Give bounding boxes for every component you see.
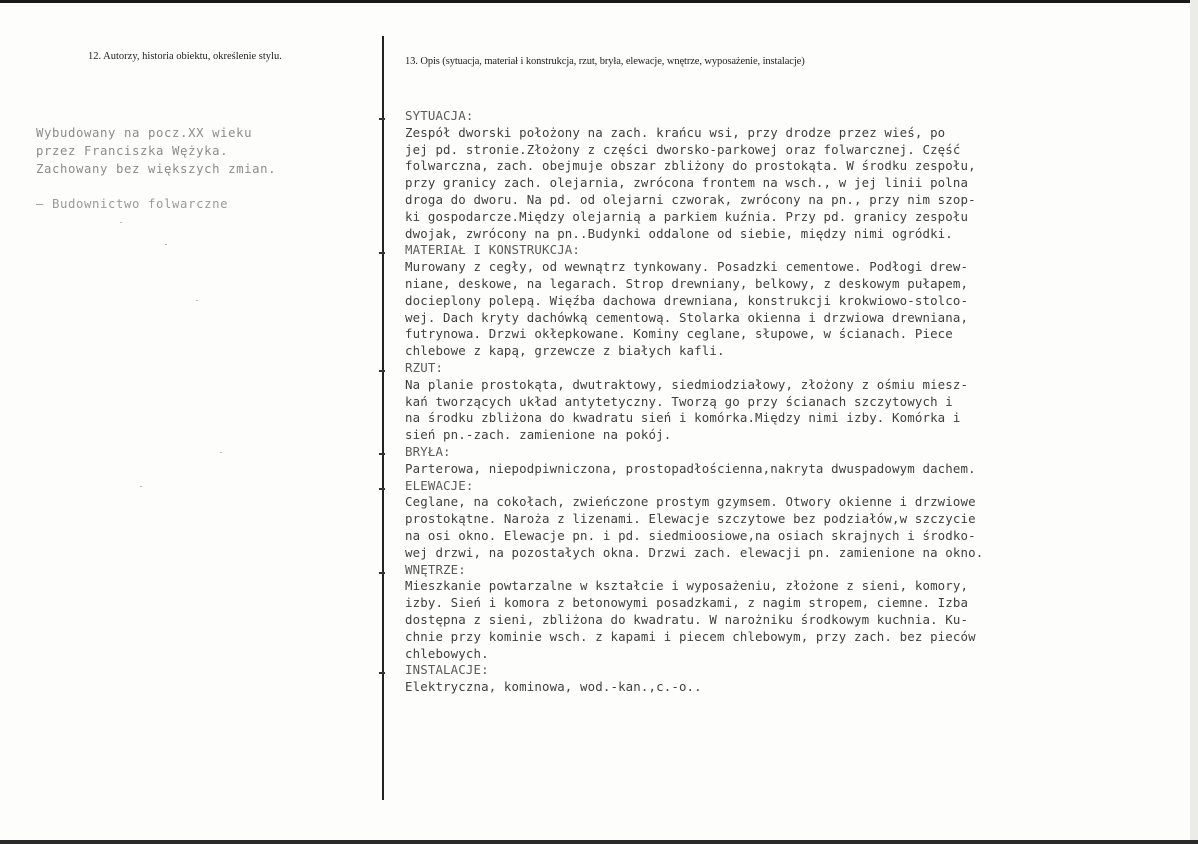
- text-line: Wybudowany na pocz.XX wieku: [36, 126, 253, 140]
- section-material: [405, 242, 983, 360]
- text-line: ki gospodarcze.Między olejarnią a parkiem kuźnia. Przy pd. granicy zespołu: [405, 208, 969, 224]
- text-line: sień pn.-zach. zamienione na pokój.: [405, 427, 672, 443]
- style-note: – Budownictwo folwarczne: [36, 197, 229, 211]
- divider-tick: [379, 118, 385, 120]
- column-divider: [382, 36, 384, 800]
- divider-tick: [379, 488, 385, 490]
- scan-speck: [220, 452, 222, 453]
- author-history-text: [36, 124, 276, 178]
- scan-speck: [120, 222, 122, 223]
- divider-tick: [379, 453, 385, 455]
- section-title: SYTUACJA:: [405, 108, 474, 123]
- text-line: wej drzwi, na pozostałych okna. Drzwi zach. elewacji pn. zamienione na okno.: [405, 544, 984, 560]
- text-line: wej. Dach kryty dachówką cementową. Stolarka okienna i drzwiowa drewniana,: [405, 309, 969, 325]
- left-column-heading: 12. Autorzy, historia obiektu, określenie stylu.: [88, 51, 282, 62]
- text-line: przy granicy zach. olejarnia, zwrócona frontem na wsch., w jej linii polna: [405, 175, 969, 191]
- section-rzut: [405, 360, 983, 444]
- text-line: niane, deskowe, na legarach. Strop drewniany, belkowy, z deskowym pułapem,: [405, 275, 969, 291]
- text-line: kań tworzących układ antytetyczny. Tworzą go przy ścianach szczytowych i: [405, 393, 953, 409]
- text-line: Zespół dworski położony na zach. krańcu wsi, przy drodze przez wieś, po: [405, 124, 946, 140]
- right-column-heading: 13. Opis (sytuacja, materiał i konstrukcja, rzut, bryła, elewacje, wnętrze, wyposażenie, instalacje): [405, 56, 805, 67]
- text-line: Zachowany bez większych zmian.: [36, 162, 277, 176]
- section-sytuacja: [405, 108, 983, 242]
- text-line: dostępna z sieni, zbliżona do kwadratu. W narożniku środkowym kuchnia. Ku-: [405, 611, 969, 627]
- text-line: na środku zbliżona do kwadratu sień i komórka.Między nimi izby. Komórka i: [405, 410, 961, 426]
- text-line: na osi okno. Elewacje pn. i pd. siedmioosiowe,na osiach skrajnych i środko-: [405, 527, 976, 543]
- text-line: folwarczna, zach. obejmuje obszar zbliżony do prostokąta. W środku zespołu,: [405, 158, 976, 174]
- text-line: Na planie prostokąta, dwutraktowy, siedmiodziałowy, złożony z ośmiu miesz-: [405, 376, 969, 392]
- section-title: BRYŁA:: [405, 443, 451, 459]
- text-line: chlebowych.: [405, 645, 489, 661]
- text-line: Mieszkanie powtarzalne w kształcie i wyposażeniu, złożone z sieni, komory,: [405, 578, 969, 594]
- section-bryla: [405, 444, 983, 478]
- text-line: chnie przy kominie wsch. z kapami i piecem chlebowym, przy zach. bez pieców: [405, 628, 976, 644]
- section-title: INSTALACJE:: [405, 662, 489, 678]
- text-line: dwojak, zwrócony na pn..Budynki oddalone od siebie, między nimi ogródki.: [405, 225, 953, 241]
- text-line: droga do dworu. Na pd. od olejarni czworak, zwrócony na pn., przy nim szop-: [405, 191, 976, 207]
- text-line: jej pd. stronie.Złożony z części dworsko-parkowej oraz folwarcznej. Część: [405, 141, 961, 157]
- scan-speck: [140, 486, 142, 487]
- text-line: Ceglane, na cokołach, zwieńczone prostym gzymsem. Otwory okienne i drzwiowe: [405, 494, 976, 510]
- text-line: Elektryczna, kominowa, wod.-kan.,c.-o..: [405, 679, 702, 695]
- section-title: WNĘTRZE:: [405, 561, 466, 577]
- divider-tick: [379, 672, 385, 674]
- text-line: docieplony polepą. Więźba dachowa drewniana, konstrukcji krokwiowo-stolco-: [405, 292, 969, 308]
- text-line: izby. Sień i komora z betonowymi posadzkami, z nagim stropem, ciemne. Izba: [405, 595, 969, 611]
- text-line: prostokątne. Naroża z lizenami. Elewacje szczytowe bez podziałów,w szczycie: [405, 511, 976, 527]
- text-line: przez Franciszka Wężyka.: [36, 144, 229, 158]
- section-wnetrze: [405, 562, 983, 663]
- description-body: [405, 108, 983, 696]
- text-line: Parterowa, niepodpiwniczona, prostopadłościenna,nakryta dwuspadowym dachem.: [405, 460, 976, 476]
- page-right-edge: [1190, 0, 1198, 844]
- section-elewacje: [405, 478, 983, 562]
- scan-speck: [196, 300, 198, 301]
- section-title: RZUT:: [405, 359, 444, 375]
- divider-tick: [379, 252, 385, 254]
- text-line: Murowany z cegły, od wewnątrz tynkowany. Posadzki cementowe. Podłogi drew-: [405, 259, 969, 275]
- scan-speck: [165, 244, 167, 245]
- divider-tick: [379, 572, 385, 574]
- divider-tick: [379, 370, 385, 372]
- section-instalacje: [405, 662, 983, 696]
- text-line: chlebowe z kapą, grzewcze z białych kafli.: [405, 343, 725, 359]
- section-title: MATERIAŁ I KONSTRUKCJA:: [405, 242, 581, 258]
- text-line: futrynowa. Drzwi okłepkowane. Kominy ceglane, słupowe, w ścianach. Piece: [405, 326, 953, 342]
- page-top-edge: [0, 0, 1198, 3]
- section-title: ELEWACJE:: [405, 477, 474, 493]
- page-bottom-edge: [0, 840, 1198, 844]
